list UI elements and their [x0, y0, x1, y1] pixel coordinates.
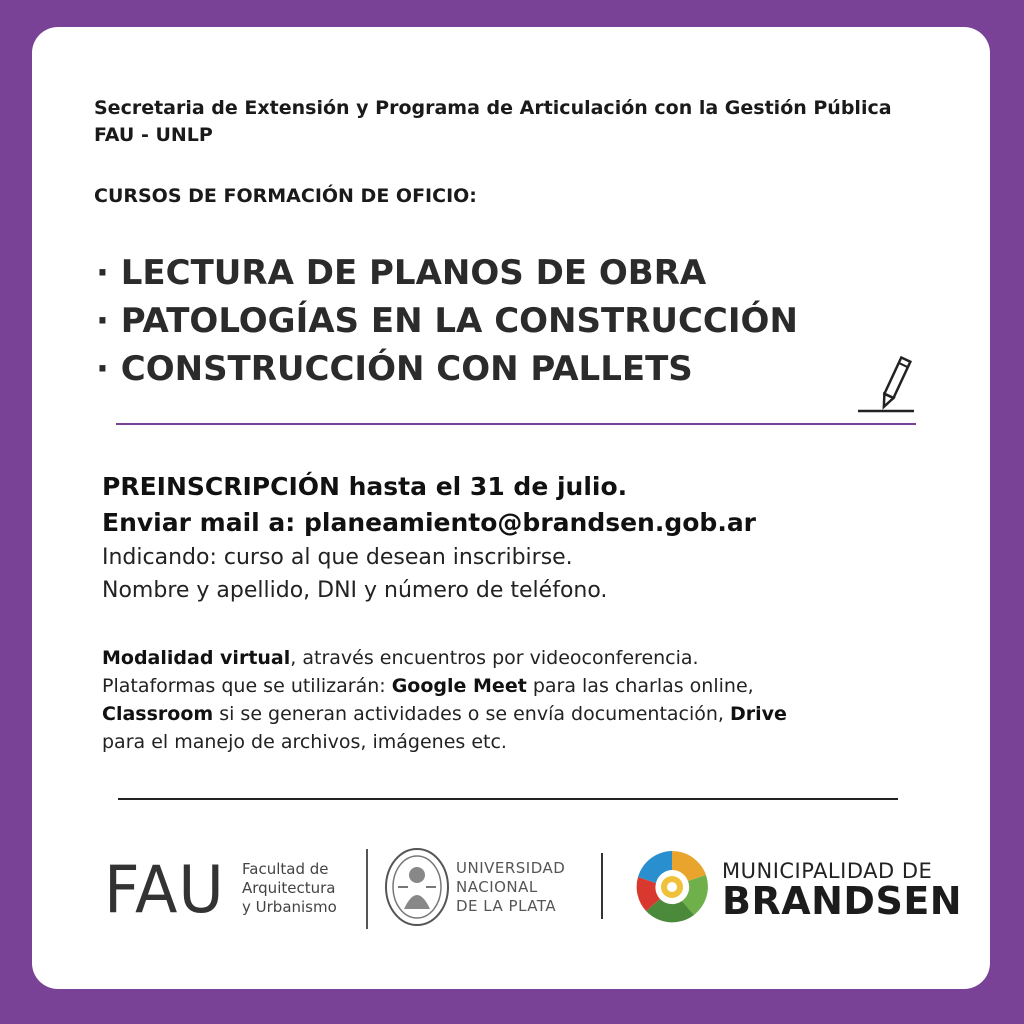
- course-item: · LECTURA DE PLANOS DE OBRA: [96, 253, 707, 293]
- course-list: [96, 249, 798, 393]
- instructions-line-1: Indicando: curso al que desean inscribirse.: [102, 545, 573, 570]
- pencil-icon: [854, 355, 918, 415]
- registration-email: Enviar mail a: planeamiento@brandsen.gob.ar: [102, 508, 757, 537]
- modality-line-1: [102, 644, 787, 672]
- unlp-line-3: DE LA PLATA: [456, 897, 557, 915]
- brandsen-logo-icon: [632, 847, 712, 927]
- modality-line-3: [102, 700, 787, 728]
- fau-line-1: Facultad de: [242, 860, 329, 878]
- flyer-card: [32, 27, 990, 989]
- instructions-line-2: Nombre y apellido, DNI y número de teléfono.: [102, 578, 608, 603]
- modality-block: [102, 644, 787, 756]
- fau-logo-text: [242, 860, 337, 917]
- header-line-2: FAU - UNLP: [94, 124, 213, 146]
- registration-block: [102, 469, 756, 541]
- unlp-seal-icon: [384, 847, 450, 927]
- logo-separator: [366, 849, 368, 929]
- fau-logo: [104, 851, 374, 928]
- modality-text: Plataformas que se utilizarán:: [102, 675, 392, 697]
- registration-deadline: PREINSCRIPCIÓN hasta el 31 de julio.: [102, 472, 628, 501]
- fau-logo-letters: FAU: [104, 851, 225, 928]
- unlp-logo-text: [456, 859, 565, 916]
- course-item: · CONSTRUCCIÓN CON PALLETS: [96, 349, 693, 389]
- courses-title: CURSOS DE FORMACIÓN DE OFICIO:: [94, 185, 477, 207]
- header-line-1: Secretaria de Extensión y Programa de Articulación con la Gestión Pública: [94, 97, 892, 119]
- modality-text: si se generan actividades o se envía documentación,: [213, 703, 731, 725]
- registration-instructions: [102, 541, 607, 607]
- fau-line-3: y Urbanismo: [242, 898, 337, 916]
- municipality-label: MUNICIPALIDAD DE: [722, 859, 933, 883]
- modality-text: para las charlas online,: [526, 675, 754, 697]
- modality-text: , através encuentros por videoconferencia.: [290, 647, 699, 669]
- footer-divider: [118, 798, 898, 800]
- logo-separator: [601, 853, 603, 919]
- unlp-line-1: UNIVERSIDAD: [456, 859, 566, 877]
- modality-emphasis: Modalidad virtual: [102, 647, 291, 669]
- fau-line-2: Arquitectura: [242, 879, 336, 897]
- course-item: · PATOLOGÍAS EN LA CONSTRUCCIÓN: [96, 301, 798, 341]
- modality-emphasis: Classroom: [102, 703, 214, 725]
- modality-emphasis: Google Meet: [391, 675, 527, 697]
- divider: [116, 423, 916, 425]
- modality-line-2: [102, 672, 787, 700]
- modality-line-4: para el manejo de archivos, imágenes etc.: [102, 731, 507, 753]
- modality-emphasis: Drive: [730, 703, 787, 725]
- municipality-name: BRANDSEN: [722, 879, 963, 923]
- header: [94, 95, 892, 149]
- unlp-line-2: NACIONAL: [456, 878, 538, 896]
